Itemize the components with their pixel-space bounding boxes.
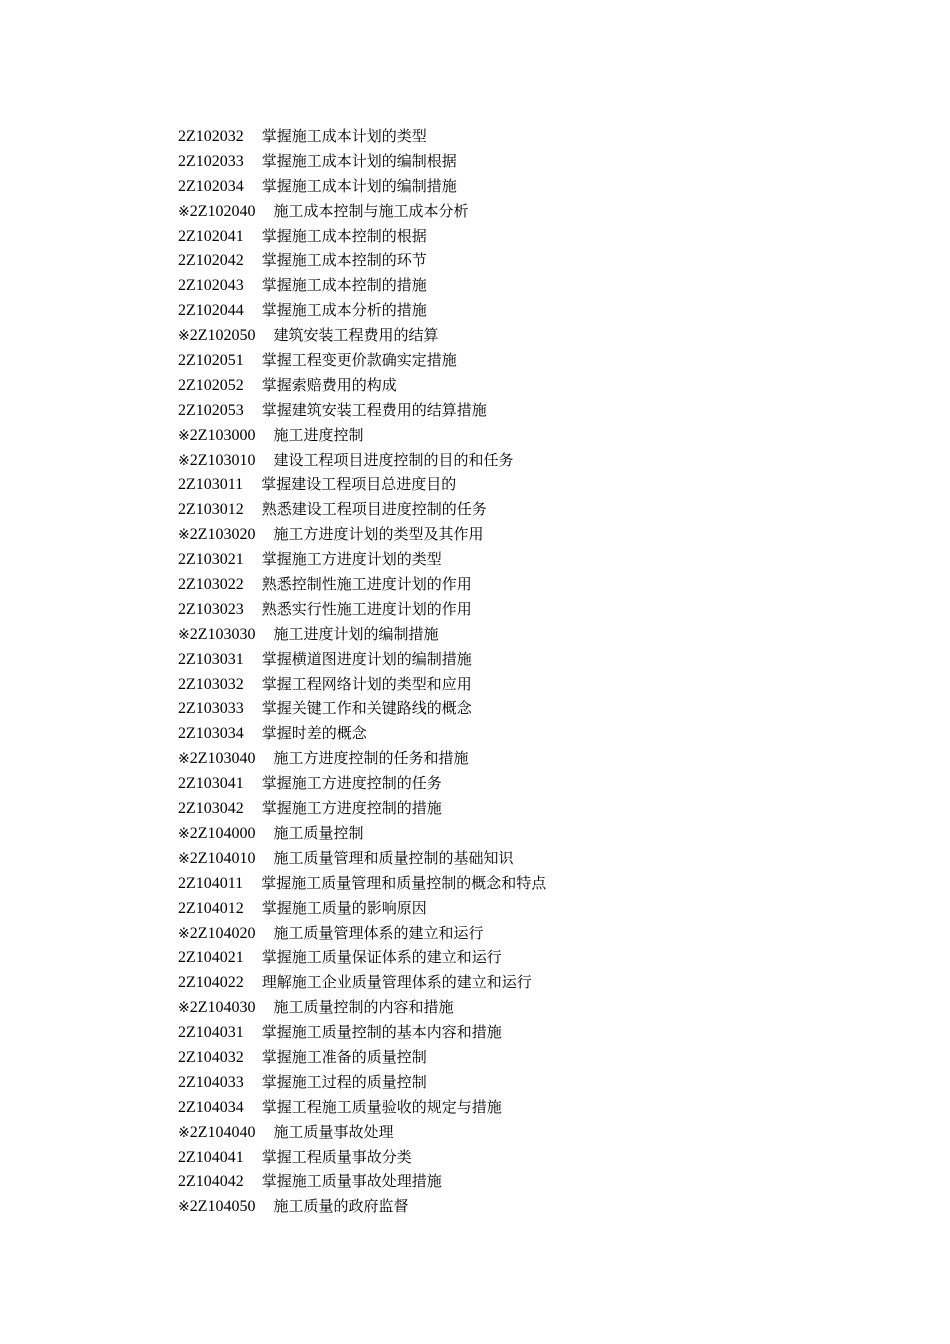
- item-code: 2Z103010: [189, 451, 256, 469]
- item-code: 2Z102044: [178, 302, 244, 320]
- outline-section-heading: [178, 1194, 546, 1219]
- outline-section-heading: [178, 821, 546, 846]
- outline-item: [178, 273, 546, 298]
- item-code: 2Z102051: [178, 352, 244, 370]
- reference-mark: ※: [178, 1124, 190, 1141]
- item-code: 2Z103000: [189, 426, 256, 444]
- outline-item: [178, 721, 546, 746]
- outline-section-heading: [178, 323, 546, 348]
- item-code: 2Z103041: [178, 775, 244, 793]
- outline-item: [178, 771, 546, 796]
- item-code: 2Z103040: [189, 750, 256, 768]
- item-title: 掌握施工准备的质量控制: [261, 1047, 427, 1066]
- item-title: 掌握工程变更价款确实定措施: [261, 351, 457, 370]
- item-code: 2Z104011: [178, 874, 244, 892]
- outline-item: [178, 497, 546, 522]
- item-title: 掌握横道图进度计划的编制措施: [261, 649, 472, 668]
- item-title: 掌握施工质量事故处理措施: [261, 1172, 442, 1191]
- item-title: 掌握施工过程的质量控制: [261, 1072, 427, 1091]
- outline-item: [178, 796, 546, 821]
- item-code: 2Z102052: [178, 376, 244, 394]
- item-code: 2Z104020: [189, 924, 256, 942]
- item-code: 2Z102053: [178, 401, 244, 419]
- outline-item: [178, 547, 546, 572]
- item-code: 2Z104030: [189, 999, 256, 1017]
- item-title: 施工质量管理和质量控制的基础知识: [273, 848, 514, 867]
- item-title: 掌握施工质量保证体系的建立和运行: [261, 948, 502, 967]
- item-title: 掌握施工质量控制的基本内容和措施: [261, 1023, 502, 1042]
- item-title: 施工质量控制的内容和措施: [273, 998, 454, 1017]
- item-code: 2Z102034: [178, 177, 244, 195]
- item-title: 掌握施工成本控制的措施: [261, 276, 427, 295]
- item-title: 掌握建筑安装工程费用的结算措施: [261, 400, 487, 419]
- reference-mark: ※: [178, 925, 190, 942]
- item-title: 掌握索赔费用的构成: [261, 375, 397, 394]
- item-code: 2Z103012: [178, 501, 244, 519]
- item-code: 2Z103020: [189, 526, 256, 544]
- item-code: 2Z102041: [178, 227, 244, 245]
- item-code: 2Z104031: [178, 1024, 244, 1042]
- item-title: 掌握施工成本计划的编制根据: [261, 151, 457, 170]
- item-code: 2Z104012: [178, 899, 244, 917]
- item-title: 熟悉控制性施工进度计划的作用: [261, 575, 472, 594]
- outline-item: [178, 896, 546, 921]
- item-title: 掌握施工方进度控制的任务: [261, 774, 442, 793]
- item-code: 2Z102043: [178, 277, 244, 295]
- item-title: 掌握施工成本分析的措施: [261, 301, 427, 320]
- item-title: 理解施工企业质量管理体系的建立和运行: [261, 973, 532, 992]
- outline-item: [178, 1070, 546, 1095]
- item-code: 2Z102033: [178, 152, 244, 170]
- outline-item: [178, 696, 546, 721]
- outline-section-heading: [178, 995, 546, 1020]
- item-title: 掌握工程网络计划的类型和应用: [261, 674, 472, 693]
- outline-item: [178, 572, 546, 597]
- item-code: 2Z103011: [178, 476, 244, 494]
- item-code: 2Z103022: [178, 576, 244, 594]
- outline-section-heading: [178, 423, 546, 448]
- item-code: 2Z103030: [189, 625, 256, 643]
- outline-section-heading: [178, 199, 546, 224]
- item-title: 建设工程项目进度控制的目的和任务: [273, 450, 514, 469]
- reference-mark: ※: [178, 751, 190, 768]
- item-title: 掌握施工方进度控制的措施: [261, 799, 442, 818]
- item-code: 2Z103031: [178, 650, 244, 668]
- item-title: 施工方进度计划的类型及其作用: [273, 525, 484, 544]
- outline-item: [178, 672, 546, 697]
- item-title: 施工成本控制与施工成本分析: [273, 201, 469, 220]
- item-title: 熟悉建设工程项目进度控制的任务: [261, 500, 487, 519]
- outline-item: [178, 472, 546, 497]
- item-code: 2Z104040: [189, 1123, 256, 1141]
- item-title: 建筑安装工程费用的结算: [273, 326, 439, 345]
- item-title: 施工进度控制: [273, 425, 364, 444]
- outline-item: [178, 871, 546, 896]
- item-title: 掌握施工成本计划的编制措施: [261, 176, 457, 195]
- outline-item: [178, 149, 546, 174]
- outline-item: [178, 348, 546, 373]
- outline-section-heading: [178, 921, 546, 946]
- item-title: 熟悉实行性施工进度计划的作用: [261, 599, 472, 618]
- item-code: 2Z104032: [178, 1048, 244, 1066]
- item-title: 掌握施工成本控制的根据: [261, 226, 427, 245]
- outline-item: [178, 970, 546, 995]
- outline-item: [178, 945, 546, 970]
- outline-item: [178, 248, 546, 273]
- item-code: 2Z103034: [178, 725, 244, 743]
- item-code: 2Z103021: [178, 551, 244, 569]
- outline-item: [178, 1020, 546, 1045]
- syllabus-outline: [178, 124, 546, 1219]
- reference-mark: ※: [178, 328, 190, 345]
- reference-mark: ※: [178, 850, 190, 867]
- outline-item: [178, 1145, 546, 1170]
- outline-section-heading: [178, 522, 546, 547]
- item-code: 2Z103033: [178, 700, 244, 718]
- item-title: 施工质量事故处理: [273, 1122, 394, 1141]
- outline-section-heading: [178, 622, 546, 647]
- item-title: 掌握施工方进度计划的类型: [261, 550, 442, 569]
- item-code: 2Z103042: [178, 800, 244, 818]
- outline-item: [178, 124, 546, 149]
- item-code: 2Z102040: [189, 202, 256, 220]
- reference-mark: ※: [178, 203, 190, 220]
- outline-item: [178, 298, 546, 323]
- item-code: 2Z104050: [189, 1198, 256, 1216]
- reference-mark: ※: [178, 825, 190, 842]
- item-code: 2Z104033: [178, 1073, 244, 1091]
- outline-item: [178, 398, 546, 423]
- reference-mark: ※: [178, 1000, 190, 1017]
- item-title: 掌握施工质量的影响原因: [261, 898, 427, 917]
- reference-mark: ※: [178, 1199, 190, 1216]
- reference-mark: ※: [178, 626, 190, 643]
- item-code: 2Z102032: [178, 128, 244, 145]
- item-title: 掌握时差的概念: [261, 724, 367, 743]
- outline-section-heading: [178, 1120, 546, 1145]
- item-title: 掌握施工成本控制的环节: [261, 251, 427, 270]
- item-title: 施工进度计划的编制措施: [273, 624, 439, 643]
- item-code: 2Z104010: [189, 849, 256, 867]
- outline-item: [178, 1045, 546, 1070]
- item-title: 施工质量管理体系的建立和运行: [273, 923, 484, 942]
- item-title: 掌握工程质量事故分类: [261, 1147, 412, 1166]
- item-title: 掌握工程施工质量验收的规定与措施: [261, 1097, 502, 1116]
- item-code: 2Z104022: [178, 974, 244, 992]
- item-title: 施工质量的政府监督: [273, 1197, 409, 1216]
- item-code: 2Z104041: [178, 1148, 244, 1166]
- item-code: 2Z104021: [178, 949, 244, 967]
- item-code: 2Z102042: [178, 252, 244, 270]
- item-code: 2Z104034: [178, 1098, 244, 1116]
- item-code: 2Z103023: [178, 600, 244, 618]
- outline-item: [178, 597, 546, 622]
- item-title: 施工质量控制: [273, 823, 364, 842]
- item-title: 掌握建设工程项目总进度目的: [261, 475, 457, 494]
- item-code: 2Z102050: [189, 327, 256, 345]
- outline-section-heading: [178, 746, 546, 771]
- outline-item: [178, 373, 546, 398]
- reference-mark: ※: [178, 427, 190, 444]
- outline-item: [178, 1169, 546, 1194]
- outline-section-heading: [178, 846, 546, 871]
- outline-item: [178, 647, 546, 672]
- item-code: 2Z104042: [178, 1173, 244, 1191]
- outline-section-heading: [178, 448, 546, 473]
- item-title: 掌握施工成本计划的类型: [261, 127, 427, 145]
- item-title: 掌握施工质量管理和质量控制的概念和特点: [261, 873, 547, 892]
- item-code: 2Z104000: [189, 824, 256, 842]
- outline-item: [178, 1095, 546, 1120]
- item-title: 施工方进度控制的任务和措施: [273, 749, 469, 768]
- outline-item: [178, 224, 546, 249]
- reference-mark: ※: [178, 452, 190, 469]
- outline-item: [178, 174, 546, 199]
- reference-mark: ※: [178, 527, 190, 544]
- item-title: 掌握关键工作和关键路线的概念: [261, 699, 472, 718]
- item-code: 2Z103032: [178, 675, 244, 693]
